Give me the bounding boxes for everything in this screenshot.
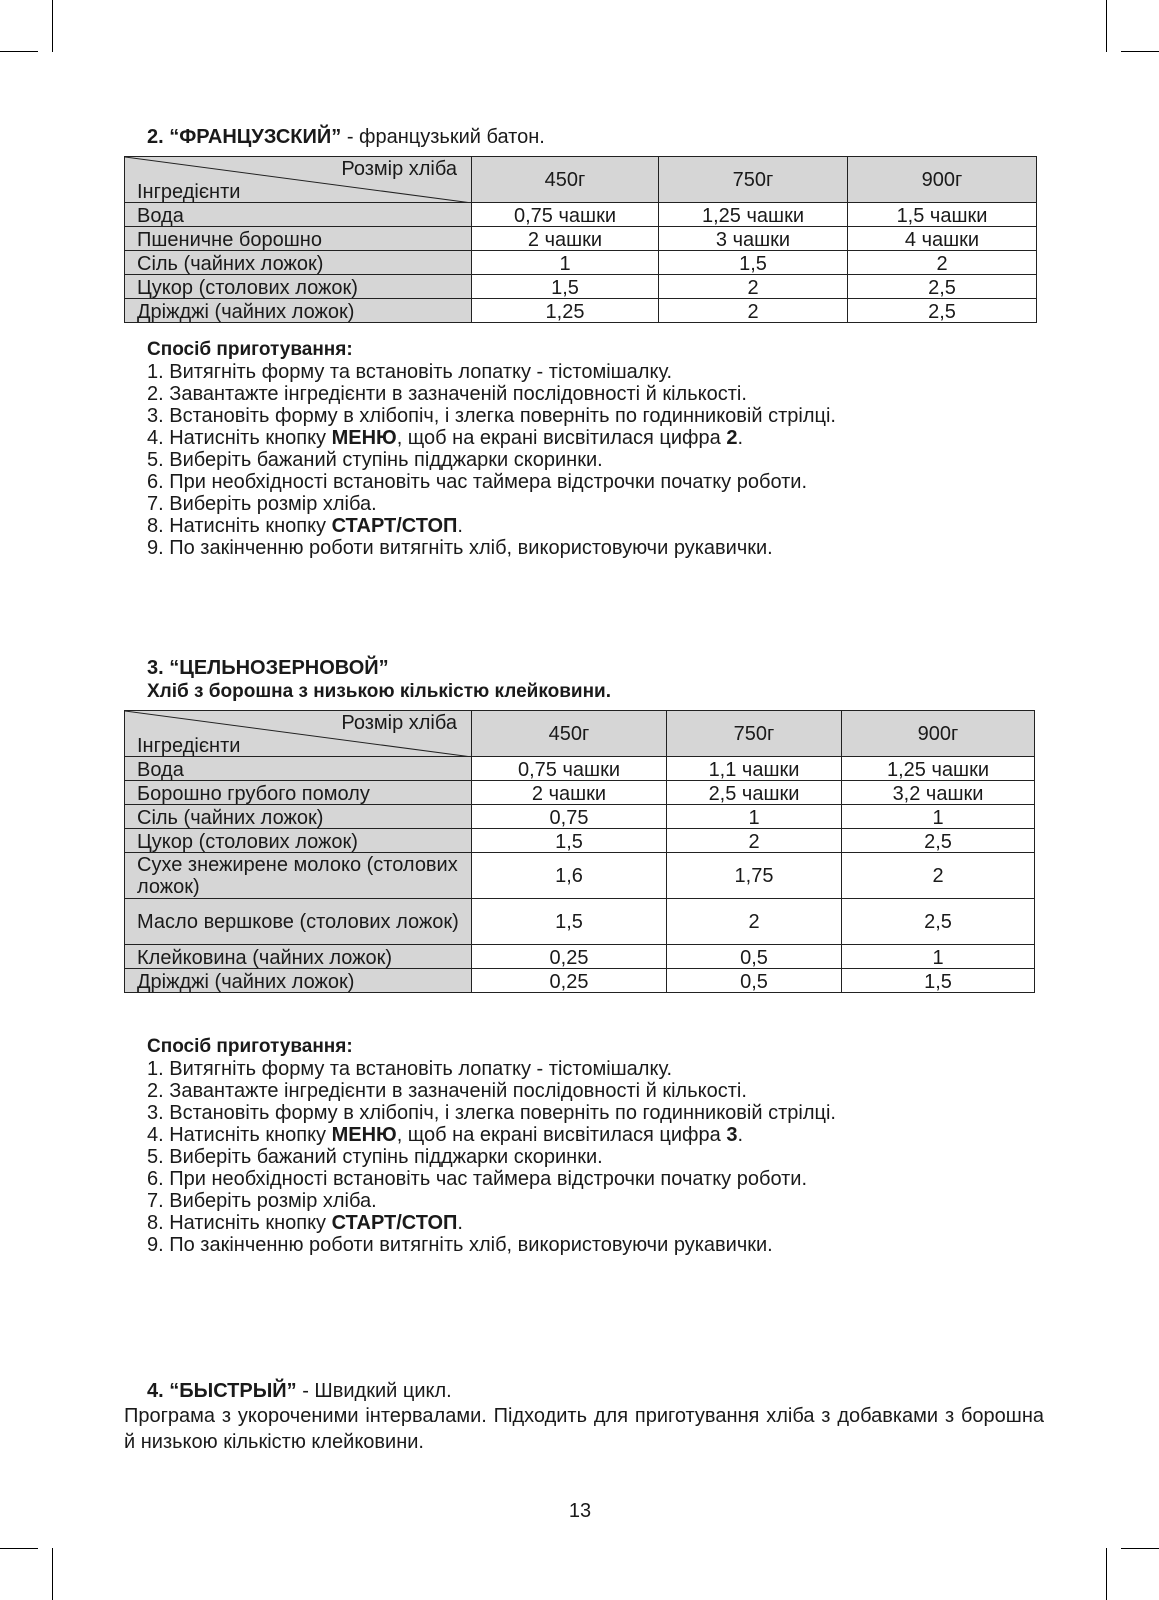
ingredient-name: Клейковина (чайних ложок): [125, 945, 472, 969]
ingredient-name: Дріжджі (чайних ложок): [125, 299, 472, 323]
section-subtitle: Хліб з борошна з низькою кількістю клейковини.: [147, 681, 612, 702]
ingredient-amount: 1,5: [842, 969, 1035, 993]
page-number: 13: [568, 1500, 592, 1522]
size-header: 750г: [667, 711, 842, 757]
step-text: , щоб на екрані висвітилася цифра: [396, 1124, 727, 1146]
step-text: , щоб на екрані висвітилася цифра: [396, 427, 727, 449]
program-number: 2: [726, 427, 738, 449]
ingredient-amount: 1,25: [472, 299, 659, 323]
size-label: Розмір хліба: [341, 712, 457, 734]
method-step: 5. Виберіть бажаний ступінь підджарки скоринки.: [147, 449, 603, 471]
ingredient-amount: 1: [842, 805, 1035, 829]
ingredient-name: Сіль (чайних ложок): [125, 805, 472, 829]
button-name: МЕНЮ: [331, 427, 397, 449]
method-step: 2. Завантажте інгредієнти в зазначеній послідовності й кількості.: [147, 383, 747, 405]
ingredient-amount: 3,2 чашки: [842, 781, 1035, 805]
method-wholegrain: [147, 1036, 836, 1256]
crop-mark: [1121, 1548, 1159, 1549]
table-row: [125, 757, 1035, 781]
step-text: 8. Натисніть кнопку: [147, 1212, 332, 1234]
ingredient-name: Масло вершкове (столових ложок): [125, 899, 472, 945]
method-step: 6. При необхідності встановіть час таймера відстрочки початку роботи.: [147, 1168, 808, 1190]
ingredient-amount: 1,5: [472, 829, 667, 853]
method-french: [147, 339, 836, 559]
method-step: [147, 1124, 836, 1146]
table-row: [125, 203, 1037, 227]
method-step: [147, 1212, 836, 1234]
crop-mark: [1121, 51, 1159, 52]
recipe-table-wholegrain: [124, 710, 1035, 993]
method-step: 6. При необхідності встановіть час таймера відстрочки початку роботи.: [147, 471, 808, 493]
ingredient-amount: 3 чашки: [659, 227, 848, 251]
section-heading-wholegrain: [147, 657, 389, 679]
ingredient-amount: 2: [848, 251, 1037, 275]
ingredient-amount: 2: [659, 299, 848, 323]
crop-mark: [1106, 1548, 1107, 1600]
step-text: .: [737, 427, 744, 449]
size-header: 750г: [659, 157, 848, 203]
table-row: [125, 781, 1035, 805]
ingredient-name: Цукор (столових ложок): [125, 275, 472, 299]
ingredient-amount: 0,75 чашки: [472, 757, 667, 781]
section-heading-french: [147, 126, 545, 148]
table-row: [125, 853, 1035, 899]
ingredient-amount: 2 чашки: [472, 227, 659, 251]
ingredient-amount: 0,75: [472, 805, 667, 829]
ingredient-amount: 1,25 чашки: [659, 203, 848, 227]
method-step: 1. Витягніть форму та встановіть лопатку - тістомішалку.: [147, 1058, 672, 1080]
ingredient-name: Дріжджі (чайних ложок): [125, 969, 472, 993]
ingredient-amount: 2: [667, 899, 842, 945]
size-header: 450г: [472, 711, 667, 757]
ingredient-name: Вода: [125, 203, 472, 227]
ingredient-amount: 0,5: [667, 945, 842, 969]
step-text: 8. Натисніть кнопку: [147, 515, 332, 537]
ingredient-amount: 0,25: [472, 945, 667, 969]
ingredient-name: Сухе знежирене молоко (столових ложок): [125, 853, 472, 899]
method-step: 7. Виберіть розмір хліба.: [147, 493, 377, 515]
ingredient-amount: 2,5: [848, 299, 1037, 323]
section-title: 3. “ЦЕЛЬНОЗЕРНОВОЙ”: [147, 657, 389, 679]
table-row: [125, 945, 1035, 969]
size-header: 900г: [842, 711, 1035, 757]
method-step: 5. Виберіть бажаний ступінь підджарки скоринки.: [147, 1146, 603, 1168]
table-row: [125, 227, 1037, 251]
table-row: [125, 299, 1037, 323]
table-row: [125, 969, 1035, 993]
step-text: 4. Натисніть кнопку: [147, 1124, 332, 1146]
ingredient-amount: 1,5: [659, 251, 848, 275]
table-corner-header: [125, 157, 472, 203]
table-row: [125, 899, 1035, 945]
ingredient-amount: 1,75: [667, 853, 842, 899]
method-step: [147, 515, 836, 537]
size-header: 450г: [472, 157, 659, 203]
ingredient-name: Борошно грубого помолу: [125, 781, 472, 805]
ingredient-amount: 1,5 чашки: [848, 203, 1037, 227]
ingredient-amount: 0,75 чашки: [472, 203, 659, 227]
ingredient-amount: 2,5: [848, 275, 1037, 299]
ingredient-name: Цукор (столових ложок): [125, 829, 472, 853]
ingredient-amount: 2,5 чашки: [667, 781, 842, 805]
recipe-table-french: [124, 156, 1037, 323]
ingredients-label: Інгредієнти: [137, 735, 241, 757]
table-row: [125, 805, 1035, 829]
ingredient-amount: 1: [667, 805, 842, 829]
size-header: 900г: [848, 157, 1037, 203]
ingredient-amount: 0,25: [472, 969, 667, 993]
section-subtitle: - Швидкий цикл.: [296, 1380, 452, 1402]
method-title: Спосіб приготування:: [147, 339, 353, 360]
method-step: 9. По закінченню роботи витягніть хліб, використовуючи рукавички.: [147, 537, 773, 559]
step-text: .: [457, 1212, 463, 1234]
method-step: 1. Витягніть форму та встановіть лопатку - тістомішалку.: [147, 361, 672, 383]
section-description: Програма з укороченими інтервалами. Підходить для приготування хліба з добавками з борошна й низькою кількістю клейковини.: [124, 1405, 1044, 1453]
crop-mark: [52, 0, 53, 52]
method-step: 9. По закінченню роботи витягніть хліб, використовуючи рукавички.: [147, 1234, 773, 1256]
table-row: [125, 275, 1037, 299]
section-heading-fast: [147, 1380, 452, 1402]
ingredient-amount: 1,6: [472, 853, 667, 899]
method-title: Спосіб приготування:: [147, 1036, 353, 1057]
ingredient-amount: 1,5: [472, 275, 659, 299]
crop-mark: [1106, 0, 1107, 52]
ingredient-name: Пшеничне борошно: [125, 227, 472, 251]
ingredient-amount: 1: [472, 251, 659, 275]
method-step: 7. Виберіть розмір хліба.: [147, 1190, 377, 1212]
ingredient-amount: 2,5: [842, 899, 1035, 945]
ingredients-label: Інгредієнти: [137, 181, 241, 203]
section-title: 2. “ФРАНЦУЗСКИЙ”: [147, 126, 342, 148]
step-text: .: [737, 1124, 744, 1146]
program-number: 3: [726, 1124, 738, 1146]
ingredient-name: Вода: [125, 757, 472, 781]
ingredient-amount: 2,5: [842, 829, 1035, 853]
table-row: [125, 251, 1037, 275]
ingredient-amount: 2: [842, 853, 1035, 899]
section-subtitle: - французький батон.: [341, 126, 545, 148]
ingredient-amount: 2 чашки: [472, 781, 667, 805]
method-step: 3. Встановіть форму в хлібопіч, і злегка поверніть по годинниковій стрілці.: [147, 405, 836, 427]
button-name: МЕНЮ: [331, 1124, 397, 1146]
ingredient-amount: 1,1 чашки: [667, 757, 842, 781]
ingredient-amount: 4 чашки: [848, 227, 1037, 251]
table-corner-header: [125, 711, 472, 757]
ingredient-amount: 1: [842, 945, 1035, 969]
crop-mark: [0, 1548, 38, 1549]
method-step: [147, 427, 836, 449]
button-name: СТАРТ/СТОП: [331, 1212, 458, 1234]
crop-mark: [52, 1548, 53, 1600]
section-title: 4. “БЫСТРЫЙ”: [147, 1380, 297, 1402]
ingredient-amount: 1,5: [472, 899, 667, 945]
method-step: 2. Завантажте інгредієнти в зазначеній послідовності й кількості.: [147, 1080, 747, 1102]
ingredient-name: Сіль (чайних ложок): [125, 251, 472, 275]
step-text: 4. Натисніть кнопку: [147, 427, 332, 449]
ingredient-amount: 2: [667, 829, 842, 853]
size-label: Розмір хліба: [341, 158, 457, 180]
crop-mark: [0, 51, 38, 52]
ingredient-amount: 1,25 чашки: [842, 757, 1035, 781]
button-name: СТАРТ/СТОП: [331, 515, 458, 537]
step-text: .: [457, 515, 463, 537]
ingredient-amount: 0,5: [667, 969, 842, 993]
table-row: [125, 829, 1035, 853]
ingredient-amount: 2: [659, 275, 848, 299]
method-step: 3. Встановіть форму в хлібопіч, і злегка поверніть по годинниковій стрілці.: [147, 1102, 836, 1124]
